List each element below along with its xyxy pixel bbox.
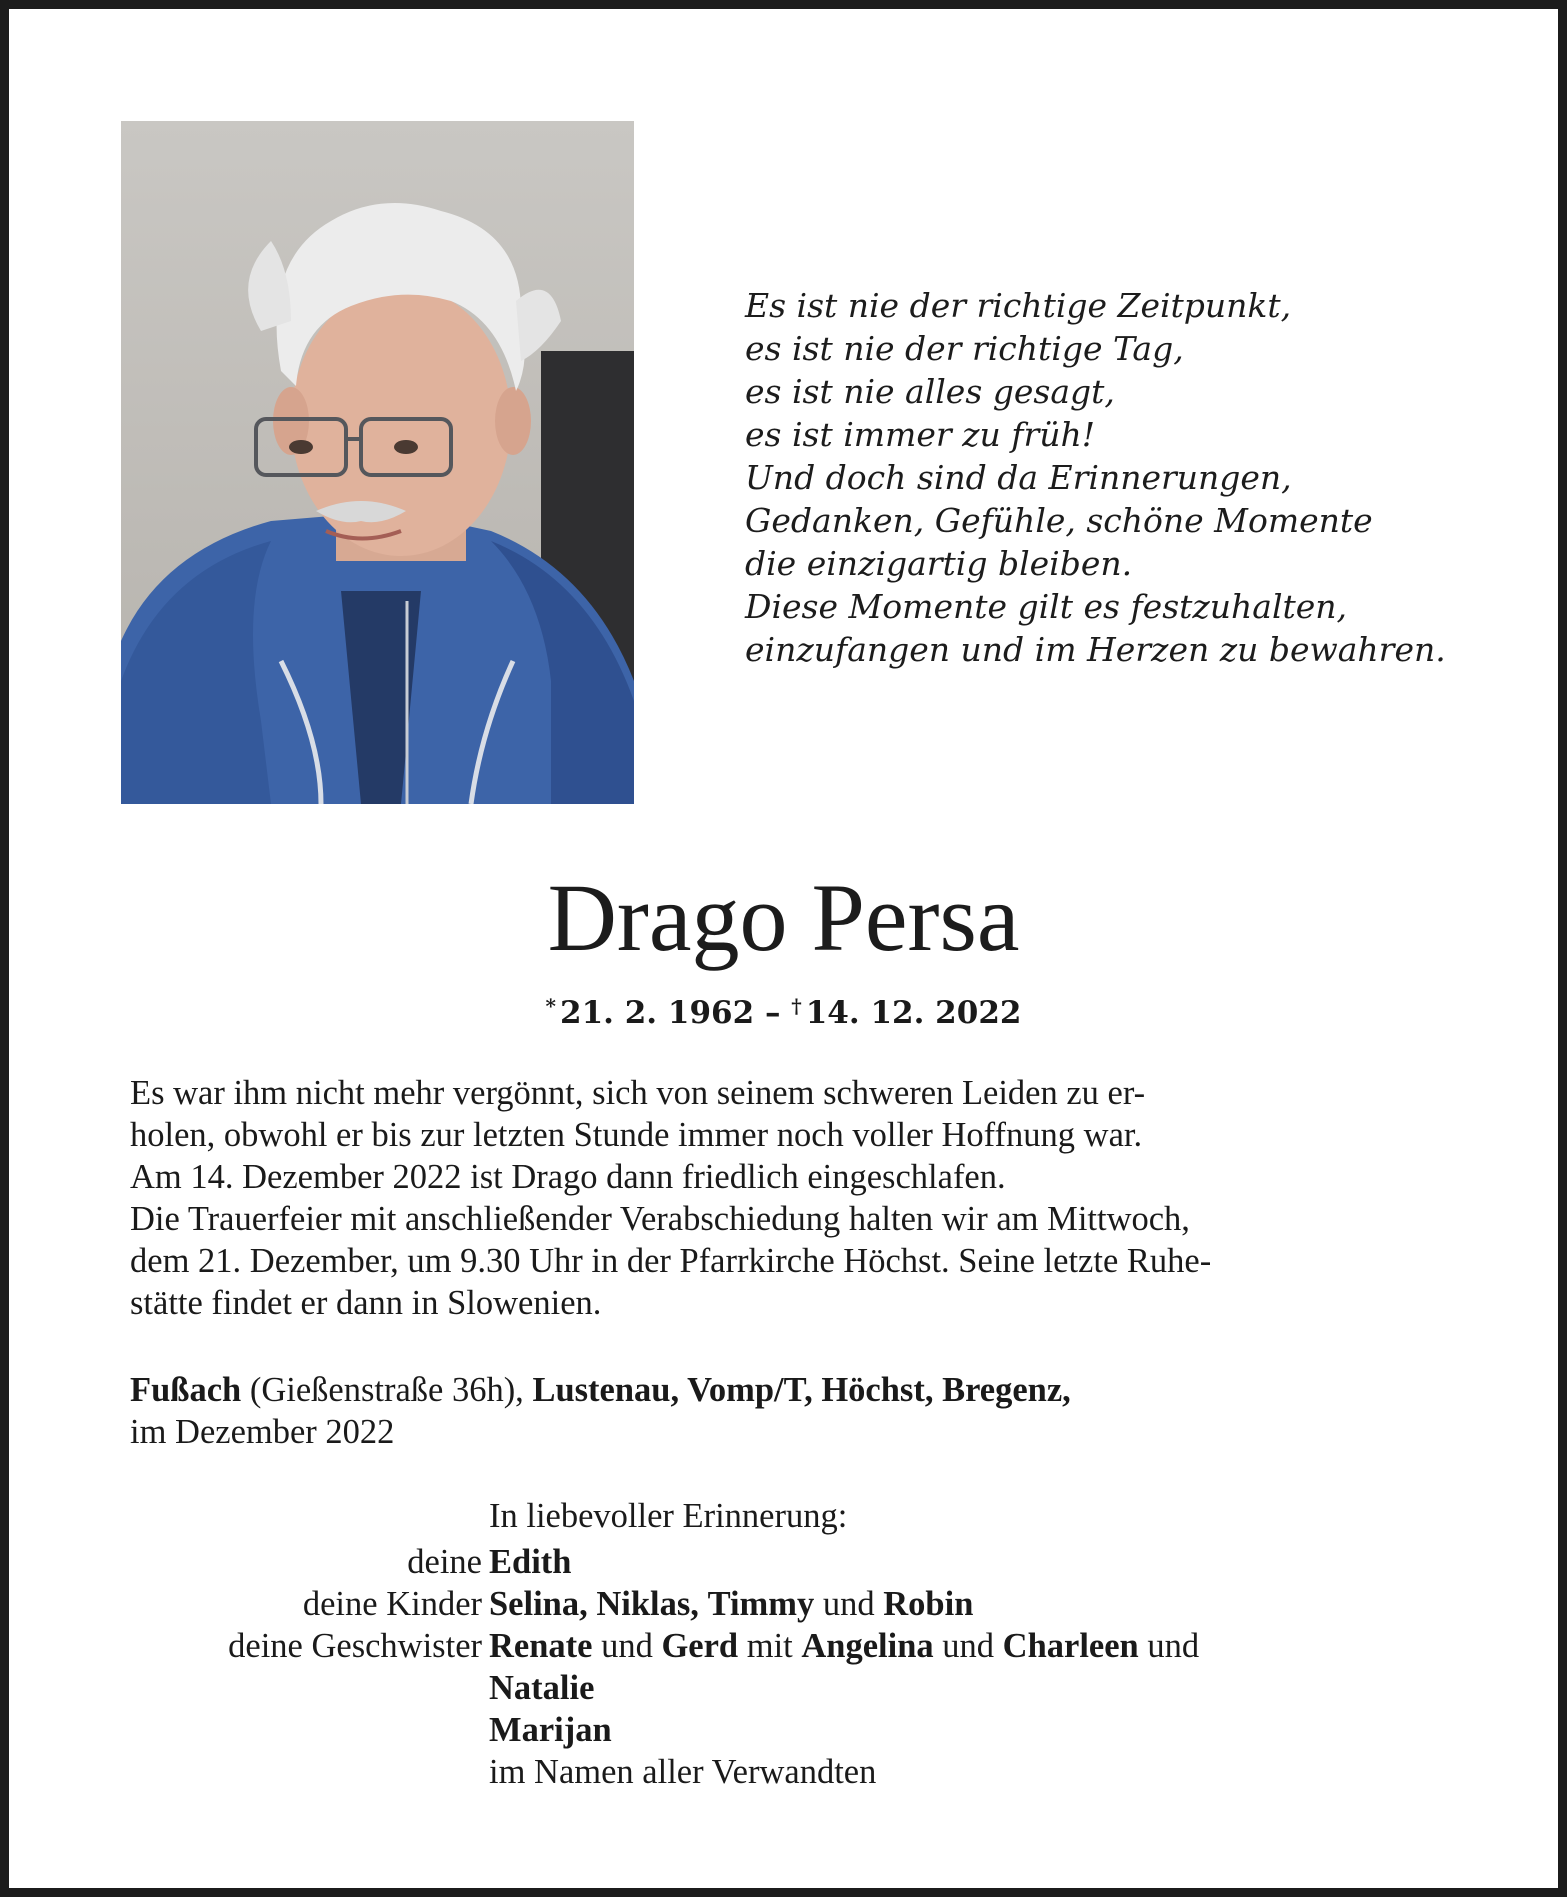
conjunction: und [1147, 1627, 1200, 1665]
sibling-name: Angelina [801, 1627, 934, 1665]
poem-line: die einzigartig bleiben. [745, 544, 1133, 583]
conjunction: und [942, 1627, 995, 1665]
portrait-photo [121, 121, 634, 804]
remembrance-intro: In liebevoller Erinnerung: [489, 1497, 848, 1535]
poem-line: einzufangen und im Herzen zu bewahren. [745, 630, 1446, 669]
poem-line: Und doch sind da Erinnerungen, [745, 458, 1292, 497]
mourners-list [0, 1495, 1567, 1793]
portrait-illustration [121, 121, 634, 804]
children-label: deine Kinder [302, 1585, 482, 1623]
poem-line: Es ist nie der richtige Zeitpunkt, [745, 286, 1292, 325]
poem-line: es ist nie der richtige Tag, [745, 329, 1184, 368]
poem [745, 284, 1465, 671]
preposition: mit [746, 1627, 793, 1665]
deceased-name: Drago Persa [547, 864, 1020, 971]
partner-label: deine [407, 1543, 482, 1581]
poem-line: Gedanken, Gefühle, schöne Momente [745, 501, 1373, 540]
poem-line: es ist immer zu früh! [745, 415, 1096, 454]
sibling-name: Natalie [489, 1669, 595, 1707]
birth-date: 21. 2. 1962 [560, 995, 755, 1031]
child-name: Selina, [489, 1585, 588, 1623]
sibling-name: Charleen [1002, 1627, 1139, 1665]
text-line: Am 14. Dezember 2022 ist Drago dann friedlich eingeschlafen. [130, 1158, 1006, 1196]
other-towns: Lustenau, Vomp/T, Höchst, Bregenz, [532, 1371, 1071, 1409]
text-line: dem 21. Dezember, um 9.30 Uhr in der Pfarrkirche Höchst. Seine letzte Ruhe- [130, 1242, 1212, 1280]
death-date: 14. 12. 2022 [805, 995, 1022, 1031]
closing-line: im Namen aller Verwandten [489, 1753, 877, 1791]
home-address: (Gießenstraße 36h), [249, 1371, 524, 1409]
sibling-name: Marijan [489, 1711, 612, 1749]
partner-name: Edith [489, 1543, 572, 1581]
date-line: im Dezember 2022 [130, 1413, 395, 1451]
birth-symbol: * [545, 994, 556, 1018]
life-dates [0, 986, 1567, 1033]
poem-line: Diese Momente gilt es festzuhalten, [745, 587, 1348, 626]
child-name: Timmy [707, 1585, 815, 1623]
text-line: holen, obwohl er bis zur letzten Stunde immer noch voller Hoffnung war. [130, 1116, 1143, 1154]
sibling-name: Gerd [661, 1627, 739, 1665]
sibling-name: Renate [489, 1627, 593, 1665]
poem-line: es ist nie alles gesagt, [745, 372, 1115, 411]
child-name: Niklas, [596, 1585, 699, 1623]
child-name: Robin [883, 1585, 974, 1623]
home-town: Fußach [130, 1371, 242, 1409]
siblings-label: deine Geschwister [228, 1627, 482, 1665]
place-line [130, 1369, 1430, 1411]
place-and-date [130, 1369, 1430, 1453]
text-line: stätte findet er dann in Slowenien. [130, 1284, 602, 1322]
conjunction: und [822, 1585, 875, 1623]
death-symbol: † [791, 994, 802, 1018]
announcement-text [130, 1072, 1430, 1324]
conjunction: und [601, 1627, 653, 1665]
text-line: Die Trauerfeier mit anschließender Verabschiedung halten wir am Mittwoch, [130, 1200, 1190, 1238]
text-line: Es war ihm nicht mehr vergönnt, sich von seinem schweren Leiden zu er- [130, 1074, 1146, 1112]
date-separator: – [764, 995, 781, 1031]
